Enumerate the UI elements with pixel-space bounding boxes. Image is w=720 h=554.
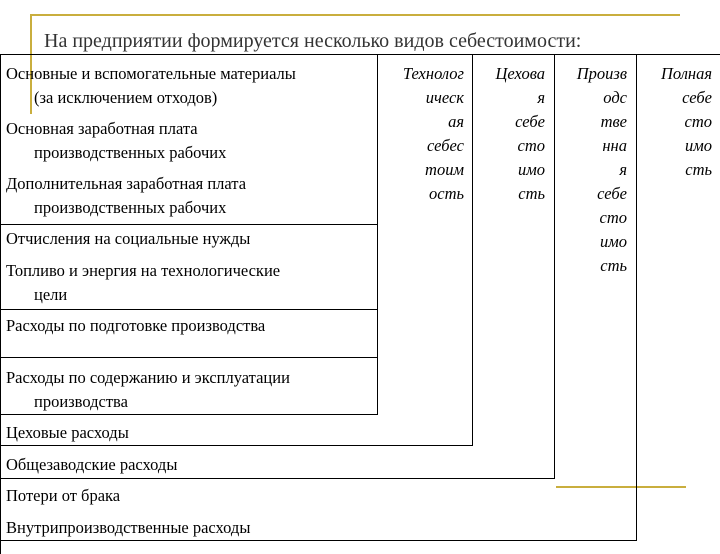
- cost-item-plant-overhead: Общезаводские расходы: [6, 455, 178, 474]
- column-full-cost: Полная себе сто имо сть: [660, 64, 712, 179]
- cost-item-social-contributions: Отчисления на социальные нужды: [6, 229, 251, 248]
- cost-item-materials: Основные и вспомогательные материалы (за исключением отходов): [6, 64, 296, 107]
- cost-item-fuel-energy: Топливо и энергия на технологические цели: [6, 261, 281, 304]
- cost-item-base-wages: Основная заработная плата производственных рабочих: [6, 119, 227, 162]
- row-separator: [0, 224, 378, 225]
- column-production-cost: Произв одс тве нна я себе сто имо сть: [576, 64, 627, 275]
- decor-top-line: [30, 14, 680, 16]
- column-workshop-cost: Цехова я себе сто имо сть: [495, 64, 545, 203]
- cost-item-intra-production: Внутрипроизводственные расходы: [6, 518, 251, 537]
- cost-item-maintenance: Расходы по содержанию и эксплуатации производства: [6, 368, 290, 411]
- cost-item-preparation: Расходы по подготовке производства: [6, 316, 266, 335]
- page-title: На предприятии формируется несколько видов себестоимости:: [44, 30, 582, 52]
- cost-item-workshop-overhead: Цеховые расходы: [6, 423, 129, 442]
- cost-item-extra-wages: Дополнительная заработная плата производственных рабочих: [6, 174, 247, 217]
- column-technological-cost: Технолог ическ ая себес тоим ость: [402, 64, 464, 203]
- row-separator: [0, 357, 378, 358]
- cost-item-defect-losses: Потери от брака: [6, 486, 121, 505]
- row-separator: [0, 309, 378, 310]
